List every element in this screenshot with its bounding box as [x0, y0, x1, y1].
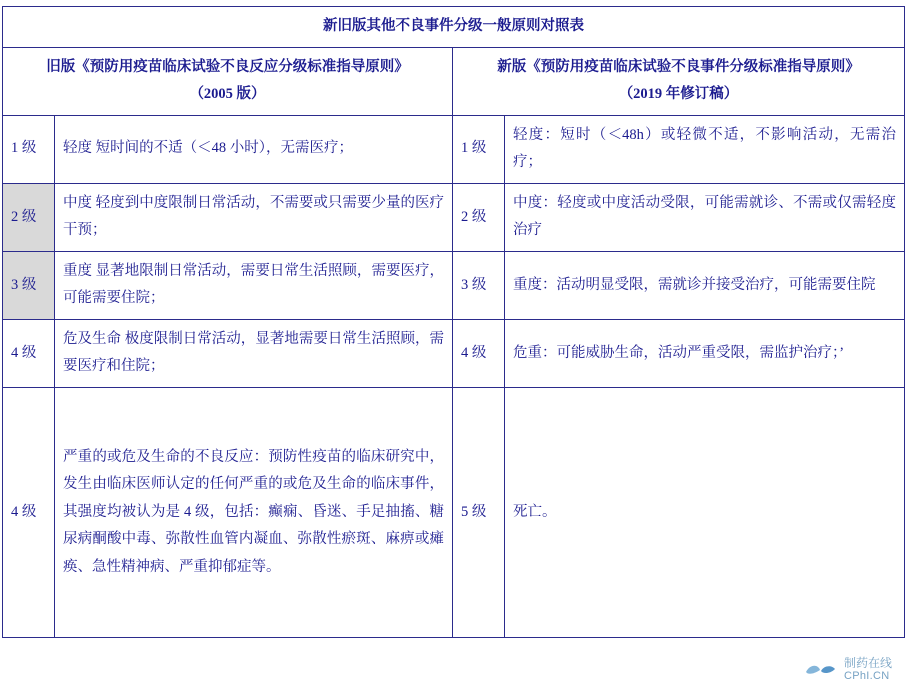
table-title-row — [3, 7, 905, 48]
new-grade-description: 死亡。 — [505, 388, 905, 638]
watermark-cn: 制药在线 — [843, 655, 892, 670]
watermark-en: CPhI.CN — [843, 670, 890, 683]
table-row — [3, 388, 905, 638]
new-grade-description: 中度：轻度或中度活动受限，可能需就诊、不需或仅需轻度治疗 — [505, 183, 905, 251]
column-header-old-line2: （2005 版） — [189, 86, 266, 103]
page-title: 新旧版其他不良事件分级一般原则对照表 — [3, 7, 905, 48]
old-grade-label: 1 级 — [3, 115, 55, 183]
table-row — [3, 251, 905, 319]
watermark-text — [844, 657, 892, 683]
table-row — [3, 183, 905, 251]
new-grade-label: 1 级 — [453, 115, 505, 183]
old-grade-label: 4 级 — [3, 388, 55, 638]
table-row — [3, 115, 905, 183]
column-header-old-line1: 旧版《预防用疫苗临床试验不良反应分级标准指导原则》 — [46, 58, 409, 75]
new-grade-label: 3 级 — [453, 251, 505, 319]
old-grade-description: 严重的或危及生命的不良反应：预防性疫苗的临床研究中，发生由临床医师认定的任何严重的或危及生命的临床事件，其强度均被认为是 4 级，包括：癫痫、昏迷、手足抽搐、糖尿病酮酸中毒、弥散性血管内凝血、弥散性瘀斑、麻痹或瘫痪、急性精神病、严重抑郁症等。 — [55, 388, 453, 638]
document-page — [0, 6, 906, 691]
old-grade-description: 中度 轻度到中度限制日常活动，不需要或只需要少量的医疗干预； — [55, 183, 453, 251]
comparison-table — [2, 6, 905, 638]
old-grade-description: 轻度 短时间的不适（＜48 小时），无需医疗； — [55, 115, 453, 183]
table-row — [3, 319, 905, 387]
new-grade-label: 2 级 — [453, 183, 505, 251]
table-header-row — [3, 47, 905, 115]
old-grade-label: 2 级 — [3, 183, 55, 251]
old-grade-description: 重度 显著地限制日常活动，需要日常生活照顾，需要医疗，可能需要住院； — [55, 251, 453, 319]
leaf-icon — [804, 662, 838, 678]
new-grade-label: 5 级 — [453, 388, 505, 638]
new-grade-label: 4 级 — [453, 319, 505, 387]
column-header-new — [453, 47, 905, 115]
new-grade-description: 危重：可能威胁生命，活动严重受限，需监护治疗；’ — [505, 319, 905, 387]
old-grade-label: 3 级 — [3, 251, 55, 319]
column-header-old — [3, 47, 453, 115]
old-grade-label: 4 级 — [3, 319, 55, 387]
column-header-new-line2: （2019 年修订稿） — [618, 86, 739, 103]
old-grade-description: 危及生命 极度限制日常活动，显著地需要日常生活照顾，需要医疗和住院； — [55, 319, 453, 387]
watermark — [804, 657, 892, 683]
new-grade-description: 重度：活动明显受限，需就诊并接受治疗，可能需要住院 — [505, 251, 905, 319]
column-header-new-line1: 新版《预防用疫苗临床试验不良事件分级标准指导原则》 — [497, 58, 860, 75]
new-grade-description: 轻度：短时（＜48h）或轻微不适，不影响活动，无需治疗； — [505, 115, 905, 183]
